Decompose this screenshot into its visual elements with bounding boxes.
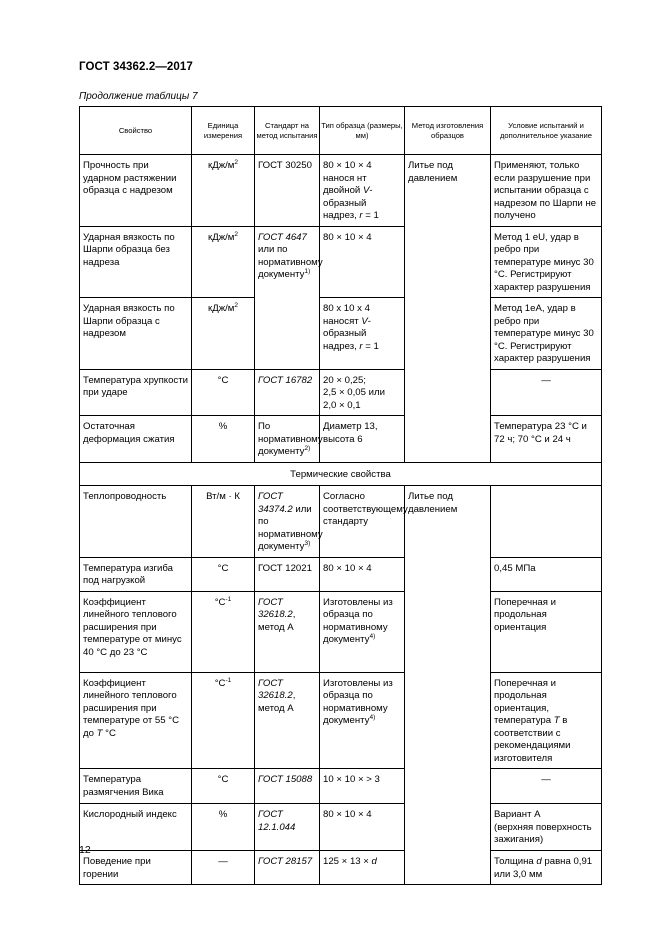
cell-property: Остаточная деформация сжатия: [83, 421, 175, 445]
cell-method: Литье под давлением: [408, 491, 458, 515]
cell-condition: [491, 486, 601, 494]
col-header-property: Свойство: [80, 107, 192, 155]
cell-property: Прочность при ударном растяжении образца с надрезом: [83, 160, 177, 196]
cell-condition: —: [541, 374, 551, 386]
cell-specimen: 20 × 0,25; 2,5 × 0,05 или 2,0 × 0,1: [323, 374, 385, 411]
cell-condition: Применяют, только если разрушение при испытании образца с надрезом по Шарпи не получено: [494, 160, 597, 221]
table-row: [80, 557, 602, 591]
cell-standard: ГОСТ 32618.2, метод А: [258, 596, 296, 633]
section-title: Термические свойства: [80, 463, 602, 486]
cell-specimen: 80 × 10 × 4 нанося нт двойной V-образный надрез, r = 1: [323, 160, 379, 221]
table-row: [80, 486, 602, 558]
cell-specimen: 10 × 10 × > 3: [323, 774, 380, 785]
cell-specimen: Согласно соответствующему стандарту: [323, 491, 408, 527]
cell-condition: —: [541, 774, 551, 785]
table-row: [80, 298, 602, 370]
cell-property: Температура размягчения Вика: [83, 774, 164, 798]
cell-unit: $^\circ С^{-1}$: [214, 676, 232, 689]
cell-condition: Поперечная и продольная ориентация: [494, 596, 556, 633]
cell-property: Поведение при горении: [83, 856, 151, 880]
cell-unit: $^\circ С^{-1}$: [214, 595, 232, 608]
cell-property: Ударная вязкость по Шарпи образца с надрезом: [83, 303, 175, 339]
cell-standard: ГОСТ 28157: [258, 856, 313, 867]
cell-unit: кДж/$м^2$: [208, 301, 238, 314]
properties-table: [79, 106, 602, 885]
cell-method: Литье под давлением: [408, 160, 458, 184]
cell-specimen: Диаметр 13, высота 6: [323, 421, 378, 445]
cell-standard: ГОСТ 15088: [258, 774, 313, 785]
cell-specimen: Изготовлены из образца по нормативному документу$^{4)}$: [323, 677, 393, 726]
cell-standard: ГОСТ 16782: [258, 374, 313, 386]
col-header-condition: Условие испытаний и дополнительное указание: [491, 107, 602, 155]
cell-property: Ударная вязкость по Шарпи образца без надреза: [83, 231, 175, 268]
table-row: [80, 769, 602, 804]
cell-property: Коэффициент линейного теплового расширения при температуре от минус 40 °С до 23 °С: [83, 596, 182, 658]
cell-condition: Поперечная и продольная ориентация, температура T в соответствии с рекомендациями изготовителя: [494, 677, 571, 764]
cell-unit: кДж/$м^2$: [208, 158, 238, 171]
col-header-method: Метод изготовления образцов: [405, 107, 491, 155]
col-header-standard: Стандарт на метод испытания: [255, 107, 320, 155]
cell-unit: %: [218, 421, 228, 432]
col-header-specimen: Тип образца (размеры, мм): [320, 107, 405, 155]
table-row: [80, 851, 602, 885]
cell-standard: ГОСТ 4647 или по нормативному документу$^{1)}$: [258, 231, 323, 280]
col-header-unit: Единица измерения: [192, 107, 255, 155]
table-row: [80, 226, 602, 298]
cell-standard: ГОСТ 12.1.044: [258, 809, 296, 833]
cell-property: Температура хрупкости при ударе: [83, 374, 188, 398]
table-header-row: [80, 107, 602, 155]
cell-specimen: 125 × 13 × d: [323, 856, 377, 867]
cell-specimen: Изготовлены из образца по нормативному документу$^{4)}$: [323, 596, 393, 645]
table-row: [80, 155, 602, 227]
cell-unit: %: [218, 809, 228, 820]
cell-standard: ГОСТ 34374.2 или по нормативному документу$^{3)}$: [258, 491, 323, 552]
cell-property: Кислородный индекс: [83, 809, 177, 820]
cell-condition: Толщина d равна 0,91 или 3,0 мм: [494, 856, 593, 880]
cell-condition: Метод 1eA, удар в ребро при температуре минус 30 °С. Регистрируют характер разрушения: [494, 303, 594, 364]
cell-standard: По нормативному документу$^{2)}$: [258, 421, 323, 457]
cell-unit: °С: [217, 774, 229, 785]
cell-property: Температура изгиба под нагрузкой: [83, 562, 173, 586]
table-row: [80, 804, 602, 851]
cell-unit: кДж/$м^2$: [208, 230, 238, 243]
document-header: ГОСТ 34362.2—2017: [79, 61, 193, 73]
table-row: [80, 416, 602, 463]
cell-condition: Метод 1 eU, удар в ребро при температуре минус 30 °С. Регистрируют характер разрушения: [494, 231, 594, 293]
cell-property: Коэффициент линейного теплового расширения при температуре от 55 °С до T °С: [83, 677, 180, 739]
cell-specimen: 80 х 10 х 4 наносят V-образный надрез, r = 1: [323, 303, 379, 352]
table-row: [80, 591, 602, 672]
cell-standard: ГОСТ 32618.2, метод А: [258, 677, 296, 714]
cell-standard: [255, 298, 319, 306]
cell-unit: °С: [217, 562, 229, 574]
table-row: [80, 369, 602, 416]
table-row: [80, 672, 602, 769]
cell-standard: ГОСТ 30250: [258, 160, 312, 171]
cell-specimen: 80 × 10 × 4: [323, 231, 372, 243]
section-row: [80, 463, 602, 486]
cell-property: Теплопроводность: [83, 491, 167, 502]
cell-condition: 0,45 МПа: [494, 562, 536, 574]
cell-condition: Вариант А (верхняя поверхность зажигания): [494, 809, 592, 845]
page-number: 12: [79, 844, 91, 856]
cell-standard: ГОСТ 12021: [258, 562, 312, 574]
cell-unit: —: [218, 856, 228, 867]
cell-specimen: 80 × 10 × 4: [323, 562, 372, 574]
cell-specimen: 80 × 10 × 4: [323, 809, 372, 820]
cell-condition: Температура 23 °С и 72 ч; 70 °С и 24 ч: [494, 421, 587, 445]
table-caption: Продолжение таблицы 7: [79, 91, 198, 102]
cell-unit: °С: [217, 374, 229, 386]
cell-unit: Вт/м · К: [206, 491, 240, 502]
